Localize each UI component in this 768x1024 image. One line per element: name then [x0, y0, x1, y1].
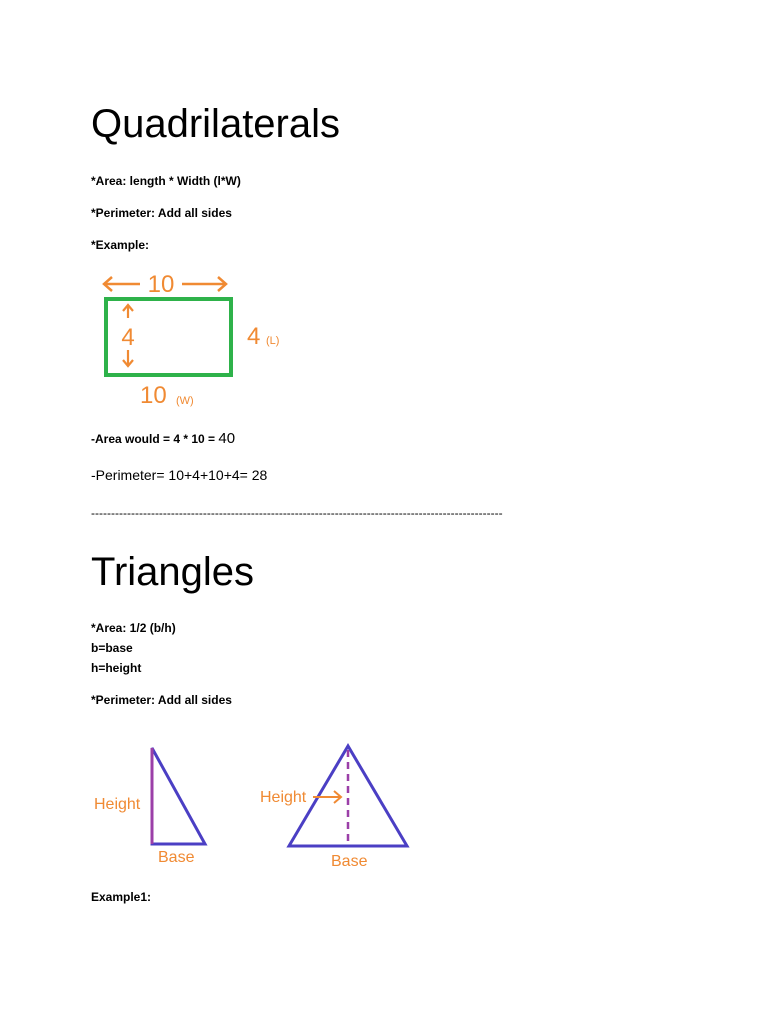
area-calc-result: 40	[218, 430, 236, 447]
area-calculation	[91, 430, 235, 447]
isosceles-triangle-figure	[255, 740, 415, 870]
tri-area-formula: *Area: 1/2 (b/h)	[91, 621, 176, 635]
tri-perimeter-formula: *Perimeter: Add all sides	[91, 693, 232, 707]
rectangle-figure	[90, 262, 310, 412]
isosceles-height-label: Height	[260, 789, 307, 806]
quad-perimeter-formula: *Perimeter: Add all sides	[91, 206, 232, 220]
tri-base-definition: b=base	[91, 641, 133, 655]
left-length-label: 4	[121, 324, 135, 351]
right-triangle-base-label: Base	[158, 849, 195, 866]
right-triangle	[152, 748, 205, 844]
perimeter-calculation: -Perimeter= 10+4+10+4= 28	[91, 467, 268, 483]
area-calc-prefix: -Area would = 4 * 10 =	[91, 432, 219, 446]
isosceles-triangle	[289, 746, 407, 846]
tri-height-definition: h=height	[91, 661, 142, 675]
isosceles-base-label: Base	[331, 853, 368, 870]
bottom-width-sub: (W)	[176, 395, 194, 407]
top-width-label: 10	[147, 271, 175, 298]
triangles-heading: Triangles	[91, 550, 255, 594]
right-length-sub: (L)	[266, 335, 280, 347]
quad-example-label: *Example:	[91, 238, 150, 252]
right-triangle-figure	[90, 740, 220, 870]
quad-area-formula: *Area: length * Width (l*W)	[91, 174, 241, 188]
height-pointer-arrow	[313, 791, 341, 803]
right-length-label: 4	[247, 323, 261, 350]
quadrilaterals-heading: Quadrilaterals	[91, 102, 341, 146]
bottom-width-label: 10	[140, 382, 167, 409]
section-divider: -------------------------------------------------------------------------------------------------------	[91, 506, 503, 520]
right-triangle-height-label: Height	[94, 796, 141, 813]
example1-label: Example1:	[91, 890, 152, 904]
